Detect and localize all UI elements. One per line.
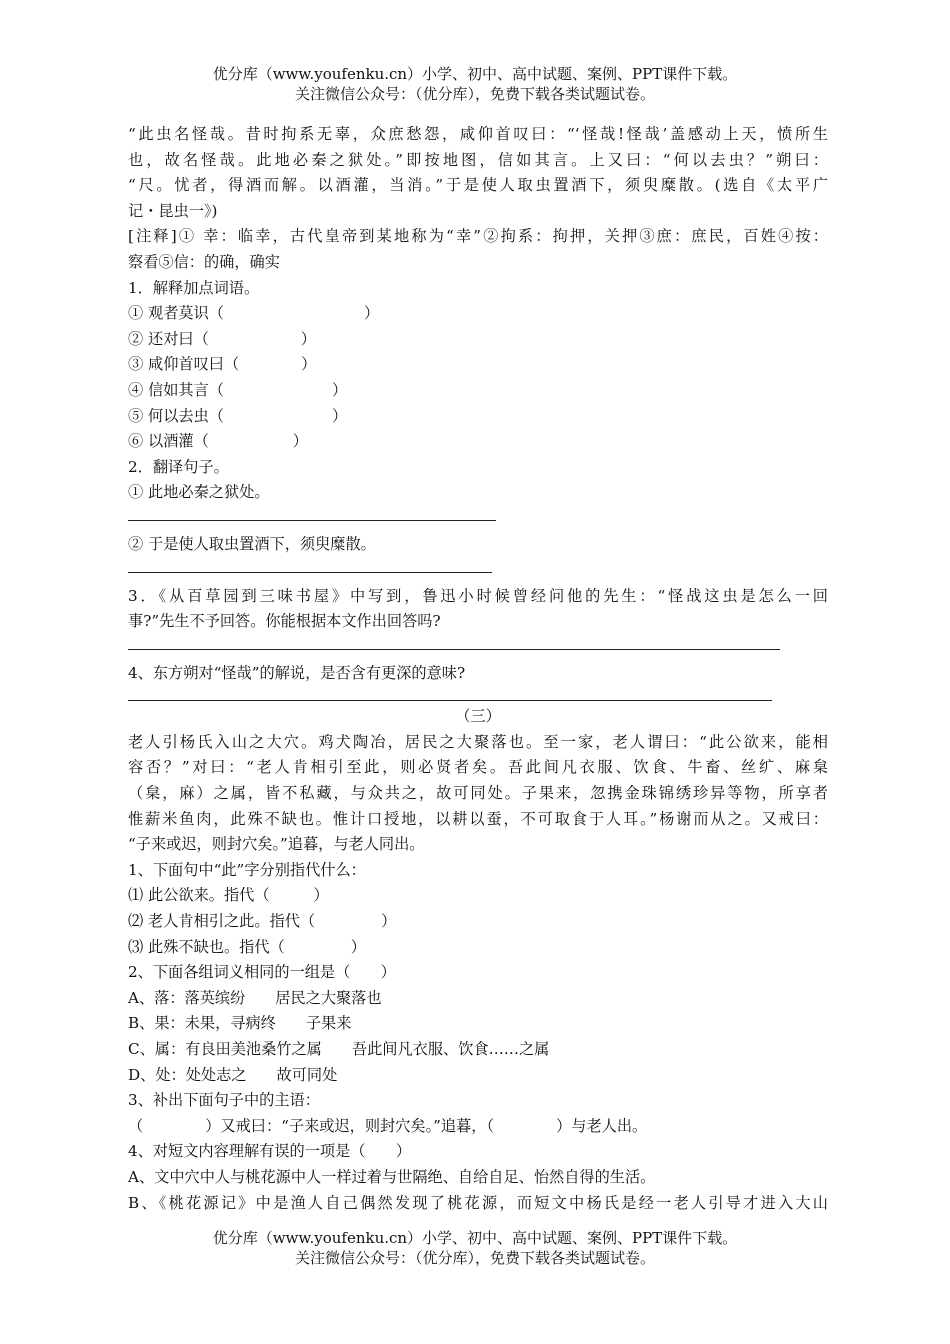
question-text: 3．《从百草园到三味书屋》中写到，鲁迅小时候曾经问他的先生：“怪战这虫是怎么一回 — [128, 586, 828, 605]
question-title: 2．翻译句子。 — [128, 457, 229, 476]
passage-line: “尺。忧者，得酒而解。以酒灌，当消。”于是使人取虫置酒下，须臾糜散。(选自《太平广 — [128, 176, 828, 195]
answer-line[interactable] — [128, 558, 492, 573]
option-row: A、文中穴中人与桃花源中人一样过着与世隔绝、自给自足、怡然自得的生活。 — [128, 1167, 656, 1186]
answer-item: ② 还对曰（ ） — [128, 329, 316, 348]
question-title: 1、下面句中“此”字分别指代什么： — [128, 860, 366, 879]
passage-line: 惟薪米鱼肉，此殊不缺也。惟计口授地，以耕以蚕，不可取食于人耳。”杨谢而从之。又戒曰： — [128, 809, 828, 828]
question-text: 4、东方朔对“怪哉”的解说，是否含有更深的意味? — [128, 663, 466, 682]
question-text: 事?”先生不予回答。你能根据本文作出回答吗? — [128, 612, 441, 631]
question-title: 2、下面各组词义相同的一组是（ ） — [128, 963, 396, 982]
notes-line: [注释]① 幸：临幸，古代皇帝到某地称为“幸”②拘系：拘押，关押③庶：庶民，百姓④按： — [128, 227, 828, 246]
passage-line: “此虫名怪哉。昔时拘系无辜，众庶愁怨，咸仰首叹曰：“‘怪哉!怪哉’盖感动上天，愤所生 — [128, 125, 828, 143]
page-header — [0, 64, 950, 104]
passage-line: 容否？”对曰：“老人肯相引至此，则必贤者矣。吾此间凡衣服、饮食、牛畜、丝纩、麻枲 — [128, 758, 828, 777]
option-row: A、落：落英缤纷 居民之大聚落也 — [128, 988, 382, 1007]
page-footer — [0, 1228, 950, 1268]
option-row: B、《桃花源记》中是渔人自己偶然发现了桃花源，而短文中杨氏是经一老人引导才进入大山 — [128, 1193, 828, 1212]
option-row: D、处：处处志之 故可同处 — [128, 1065, 338, 1084]
passage-line: 老人引杨氏入山之大穴。鸡犬陶冶，居民之大聚落也。至一家，老人谓曰：“此公欲来，能相 — [128, 732, 828, 751]
passage-line: “子来或迟，则封穴矣。”追暮，与老人同出。 — [128, 835, 425, 854]
answer-line[interactable] — [128, 506, 496, 521]
translate-sentence: ② 于是使人取虫置酒下，须臾糜散。 — [128, 534, 376, 553]
option-row: B、果：未果，寻病终 子果来 — [128, 1014, 352, 1033]
answer-item: ③ 咸仰首叹曰（ ） — [128, 355, 317, 374]
passage-line: 记・昆虫一》) — [128, 201, 218, 220]
answer-item: ⑶ 此殊不缺也。指代（ ） — [128, 937, 366, 956]
footer-line-2: 关注微信公众号：（优分库），免费下载各类试题试卷。 — [294, 1249, 655, 1267]
question-title: 1．解释加点词语。 — [128, 278, 260, 297]
answer-item: ① 观者莫识（ ） — [128, 304, 380, 323]
notes-line: 察看⑤信：的确，确实 — [128, 252, 280, 271]
answer-item: ④ 信如其言（ ） — [128, 380, 348, 399]
header-line-1: 优分库（www.youfenku.cn）小学、初中、高中试题、案例、PPT课件下载。 — [212, 65, 738, 83]
answer-line[interactable] — [128, 635, 780, 650]
footer-line-1: 优分库（www.youfenku.cn）小学、初中、高中试题、案例、PPT课件下载。 — [212, 1229, 738, 1247]
main-content — [128, 122, 828, 1216]
answer-line[interactable] — [128, 686, 772, 701]
header-line-2: 关注微信公众号：（优分库），免费下载各类试题试卷。 — [294, 85, 655, 103]
fill-sentence: （ ）又戒曰：“子来或迟，则封穴矣。”追暮，（ ）与老人出。 — [128, 1116, 648, 1135]
answer-item: ⑵ 老人肯相引之此。指代（ ） — [128, 912, 397, 931]
question-title: 4、对短文内容理解有误的一项是（ ） — [128, 1142, 412, 1161]
option-row: C、属：有良田美池桑竹之属 吾此间凡衣服、饮食……之属 — [128, 1040, 550, 1058]
section-heading: （三） — [455, 707, 501, 726]
answer-item: ⑥ 以酒灌（ ） — [128, 432, 308, 451]
passage-line: （枲，麻）之属，皆不私藏，与众共之，故可同处。子果来，忽携金珠锦绣珍异等物，所享者 — [128, 784, 828, 803]
passage-line: 也，故名怪哉。此地必秦之狱处。”即按地图，信如其言。上又曰：“何以去虫？”朔曰： — [128, 150, 828, 169]
answer-item: ⑤ 何以去虫（ ） — [128, 406, 348, 425]
question-title: 3、补出下面句子中的主语： — [128, 1091, 320, 1110]
answer-item: ⑴ 此公欲来。指代（ ） — [128, 886, 329, 905]
translate-sentence: ① 此地必秦之狱处。 — [128, 483, 270, 502]
